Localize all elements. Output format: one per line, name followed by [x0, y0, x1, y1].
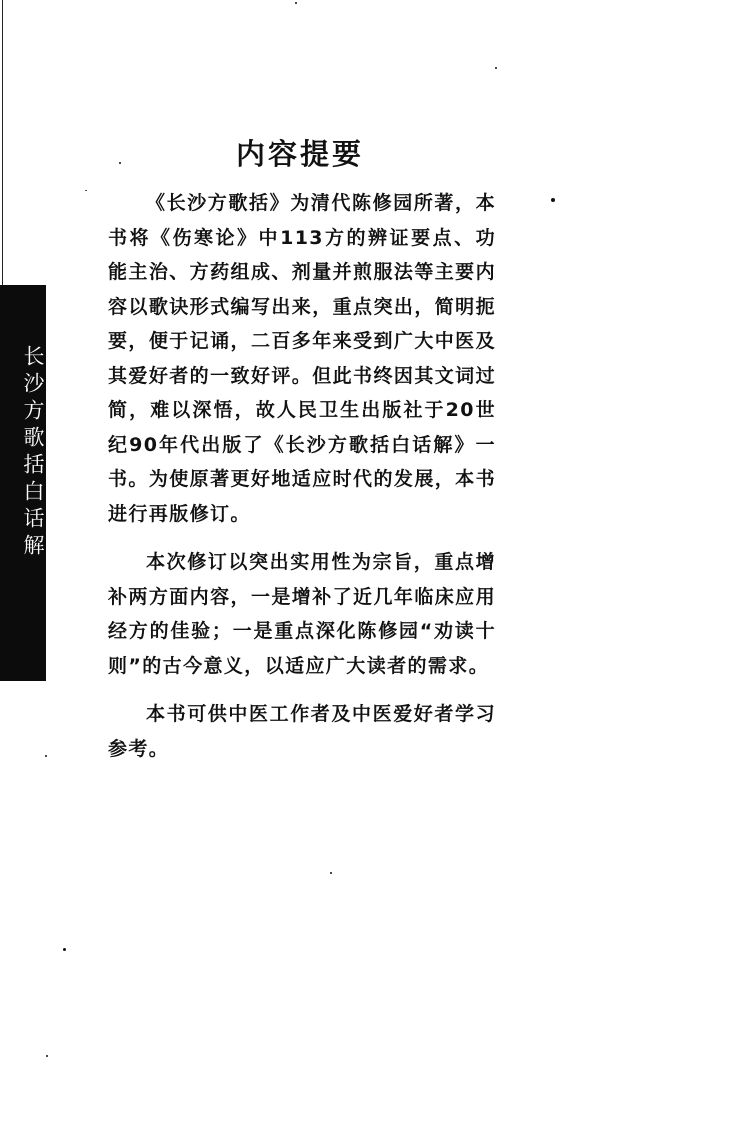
paragraph-intro: 《长沙方歌括》为清代陈修园所著，本书将《伤寒论》中113方的辨证要点、功能主治、方药组成、剂量并煎服法等主要内容以歌诀形式编写出来，重点突出，简明扼要，便于记诵，二百多年来受到广大中医及其爱好者的一致好评。但此书终因其文词过简，难以深悟，故人民卫生出版社于20世纪90年代出版了《长沙方歌括白话解》一书。为使原著更好地适应时代的发展，本书进行再版修订。 [108, 192, 496, 525]
scan-speck [63, 948, 66, 951]
scan-speck [495, 67, 497, 69]
scan-speck [85, 190, 87, 191]
scan-speck [551, 198, 555, 202]
paragraph-revision: 本次修订以突出实用性为宗旨，重点增补两方面内容，一是增补了近几年临床应用经方的佳验；一是重点深化陈修园“劝读十则”的古今意义，以适应广大读者的需求。 [108, 551, 496, 677]
scan-speck [119, 162, 121, 164]
scan-speck [295, 2, 297, 4]
summary-body [108, 186, 496, 766]
side-tab-title: 长沙方歌括白话解 [21, 345, 45, 561]
page-title: 内容提要 [236, 137, 365, 171]
scan-speck [46, 1055, 48, 1057]
paragraph-audience: 本书可供中医工作者及中医爱好者学习参考。 [108, 703, 496, 760]
binding-line [2, 0, 3, 285]
scan-speck [45, 755, 47, 757]
scan-speck [330, 872, 332, 874]
